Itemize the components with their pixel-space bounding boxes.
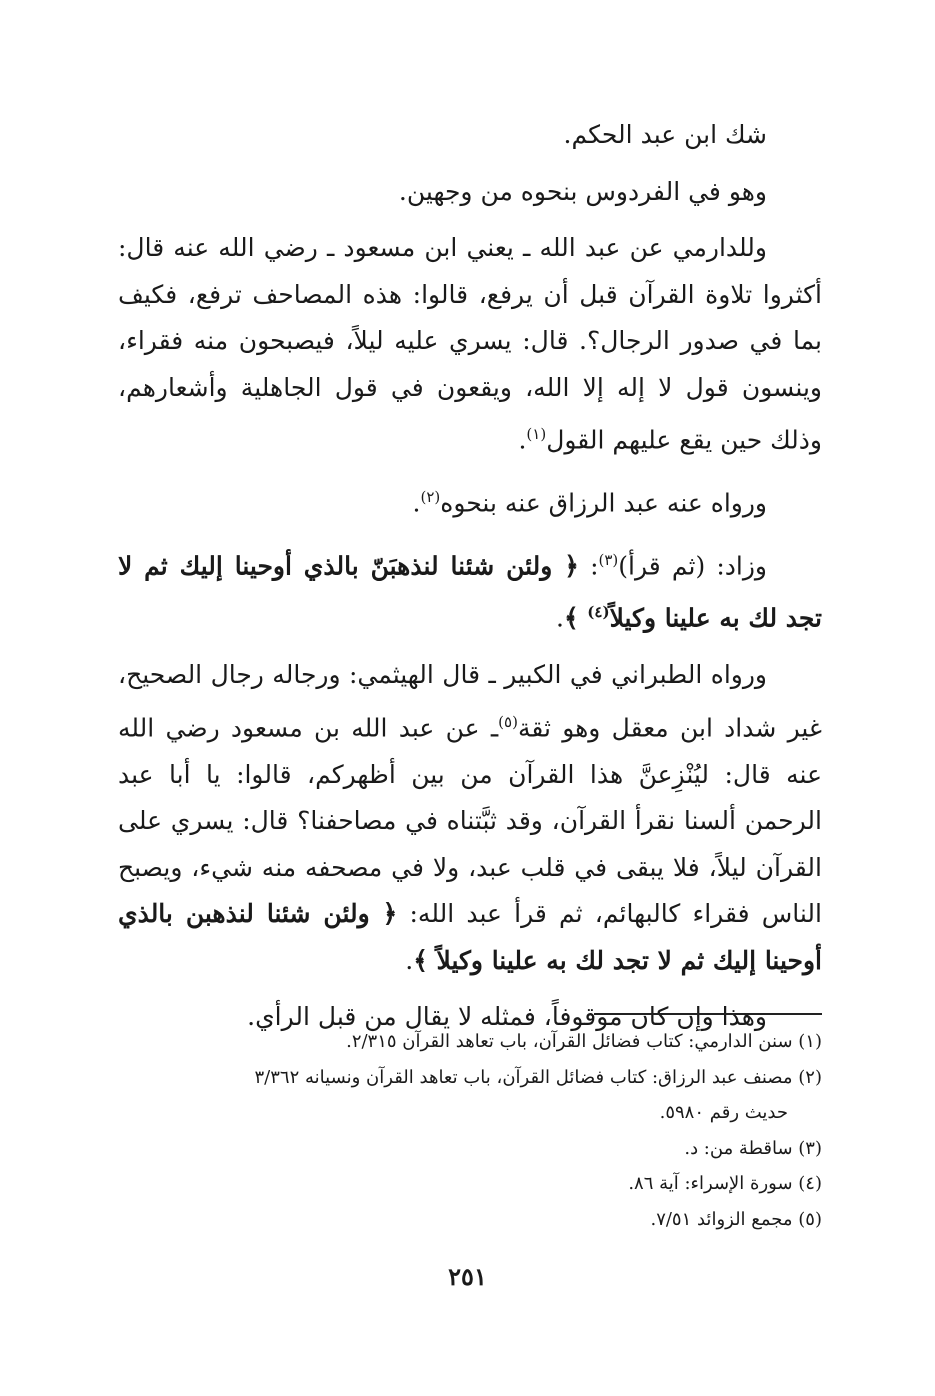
footnote-ref: (٣): [598, 550, 619, 569]
footnote-number: (٥): [798, 1208, 822, 1230]
footnote: [118, 1166, 822, 1202]
paragraph-text: وهو في الفردوس بنحوه من وجهين.: [398, 176, 767, 206]
page-number: ٢٥١: [448, 1262, 487, 1291]
paragraph: [118, 474, 822, 527]
paragraph: [118, 537, 822, 643]
paragraph: [118, 225, 822, 464]
footnote: [118, 1060, 822, 1131]
quran-verse: ﴿ ولئن شئنا لنذهبن بالذي أوحينا إليك ثم لا تجد لك به علينا وكيلاً ﴾: [118, 899, 822, 975]
footnote: [118, 1024, 822, 1060]
footnote-ref: (٤): [587, 603, 610, 622]
footnote-text: ساقطة من: د.: [684, 1137, 793, 1159]
main-text: [118, 112, 822, 1041]
footnote-number: (١): [798, 1031, 822, 1052]
paragraph: [118, 652, 822, 984]
quran-verse: ﴿ ولئن شئنا لنذهبَنّ بالذي أوحينا إليك ثم لا تجد لك به علينا وكيلاً: [118, 550, 822, 633]
footnote-text: سورة الإسراء: آية ٨٦.: [628, 1173, 793, 1194]
punctuation: .: [412, 488, 421, 518]
paragraph-text: وللدارمي عن عبد الله ـ يعني ابن مسعود ـ رضي الله عنه قال: أكثروا تلاوة القرآن قبل أن يرفع، قالوا: هذه المصاحف ترفع، فكيف بما في صدور الرجال؟. قال: يسري عليه ليلاً، فيصبحون منه فقراء، وينسون قول لا إله إلا الله، ويقعون في قول الجاهلية وأشعارهم، وذلك حين يقع عليهم القول: [118, 233, 822, 455]
footnotes: [118, 1024, 822, 1237]
footnote-text: مصنف عبد الرزاق: كتاب فضائل القرآن، باب تعاهد القرآن ونسيانه ٣/٣٦٢: [254, 1066, 793, 1088]
paragraph-text: ـ عن عبد الله بن مسعود رضي الله عنه قال: ليُنْزِعنَّ هذا القرآن من بين أظهركم، قالوا: يا أبا عبد الرحمن ألسنا نقرأ القرآن، وقد ثبَّتناه في مصاحفنا؟ قال: يسري على القرآن ليلاً، فلا يبقى في قلب عبد، ولا في مصحفه منه شيء، ويصبح الناس فقراء كالبهائم، ثم قرأ عبد الله:: [118, 713, 822, 929]
paragraph-text: شك ابن عبد الحكم.: [563, 120, 767, 149]
paragraph: [118, 169, 822, 216]
footnote-ref: (٥): [498, 712, 518, 731]
punctuation: :: [578, 550, 599, 580]
footnote-ref: (١): [526, 425, 547, 443]
paragraph-text: وزاد: (ثم قرأ): [618, 550, 768, 580]
footnote-ref: (٢): [420, 487, 441, 506]
footnote-text: حديث رقم ٥٩٨٠.: [659, 1102, 788, 1123]
verse-bracket: ﴾: [563, 603, 588, 633]
paragraph-text: ورواه عنه عبد الرزاق عنه بنحوه: [440, 488, 767, 518]
punctuation: .: [555, 603, 564, 633]
paragraph-text: ورواه الطبراني في الكبير ـ قال الهيثمي: ورجاله رجال الصحيح، غير شداد ابن معقل وهو ثقة: [118, 660, 822, 743]
punctuation: .: [405, 945, 414, 975]
footnote-text: سنن الدارمي: كتاب فضائل القرآن، باب تعاهد القرآن ٢/٣١٥.: [346, 1031, 793, 1052]
footnote-divider: [594, 1013, 822, 1015]
footnote: [118, 1202, 822, 1238]
footnote-number: (٤): [798, 1173, 822, 1194]
footnote: [118, 1131, 822, 1167]
footnote-number: (٢): [798, 1066, 822, 1088]
punctuation: .: [518, 425, 527, 455]
paragraph: [118, 112, 822, 159]
paragraph-text: وهذا وإن كان موقوفاً، فمثله لا يقال من قبل الرأي.: [247, 1002, 767, 1032]
footnote-number: (٣): [798, 1137, 822, 1159]
footnote-text: مجمع الزوائد ٧/٥١.: [650, 1208, 793, 1230]
